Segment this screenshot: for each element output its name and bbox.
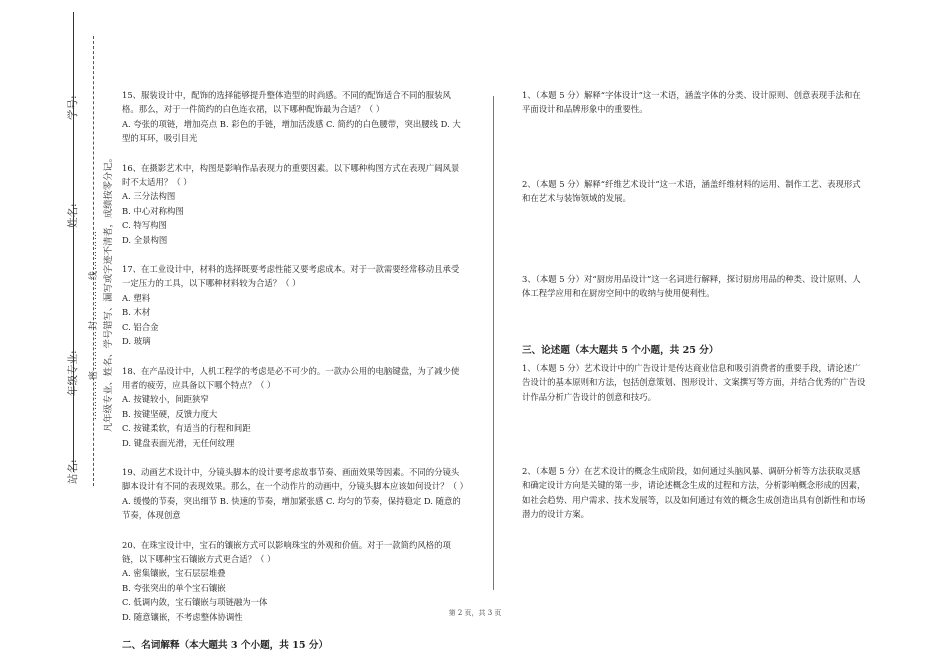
option-b: B. 按键坚硬，反馈力度大 [122,408,218,419]
option-a: A. 三分法构图 [122,191,176,202]
page-footer: 第 2 页，共 3 页 [448,609,502,617]
option-d: D. 玻璃 [122,336,151,347]
question-stem: 17、在工业设计中，材料的选择既要考虑性能又要考虑成本。对于一款需要经常移动且承受一定压力的工具，以下哪种材料较为合适？（ ） [122,264,460,289]
left-column [122,88,469,653]
student-id-label: 学号: [67,95,79,120]
binding-strip [0,0,114,672]
option-a: A. 塑料 [122,292,151,303]
option-c: C. 低调内敛，宝石镶嵌与项链融为一体 [122,597,268,608]
binding-warning: 凡年级专业、姓名、学号错写、漏写或字迹不清者，成绩按零分记。 [103,153,114,432]
option-d: D. 随意镶嵌，不考虑整体协调性 [122,611,243,622]
essay-question-2: 2、（本题 5 分）在艺术设计的概念生成阶段，如何通过头脑风暴、调研分析等方法获取灵感和确定设计方向是关键的第一步，请论述概念生成的过程和方法，分析影响概念形成的因素，如社会趋势、用户需求、技术发展等，以及如何通过有效的概念生成创造出具有创新性和市场潜力的设计方案。 [522,466,866,520]
option-c: C. 铝合金 [122,321,159,332]
question-options: A. 夸张的项链，增加亮点 B. 彩色的手链，增加活泼感 C. 简约的白色腰带，突出腰线 D. 大型的耳环，吸引目光 [122,118,461,144]
option-b: B. 木材 [122,307,151,318]
question-16 [122,161,465,247]
question-stem: 18、在产品设计中，人机工程学的考虑是必不可少的。一款办公用的电脑键盘，为了减少使用者的疲劳，应具备以下哪个特点？（ ） [122,365,460,390]
column-divider [493,96,494,590]
question-15 [122,88,465,146]
term-question-3: 3、（本题 5 分）对“厨房用品设计”这一名词进行解释，探讨厨房用品的种类、设计原则、人体工程学应用和在厨房空间中的收纳与使用便利性。 [522,273,861,299]
essay-question-1: 1、（本题 5 分）艺术设计中的广告设计是传达商业信息和吸引消费者的重要手段，请论述广告设计的基本原则和方法，包括创意策划、图形设计、文案撰写等方面，并结合优秀的广告设计作品分析广告设计的创意和技巧。 [522,362,866,402]
right-column [522,88,867,522]
option-c: C. 按键柔软，有适当的行程和间距 [122,423,251,434]
question-stem: 19、动画艺术设计中，分镜头脚本的设计要考虑故事节奏、画面效果等因素。不同的分镜头脚本设计有不同的表现效果。那么，在一个动作片的动画中，分镜头脚本应该如何设计？（ ） [122,466,469,492]
term-question-2: 2、（本题 5 分）解释“纤维艺术设计”这一术语，涵盖纤维材料的运用、制作工艺、表现形式和在艺术与装饰领域的发展。 [522,178,861,204]
question-stem: 16、在摄影艺术中，构图是影响作品表现力的重要因素。以下哪种构图方式在表现广阔风景时不太适用？（ ） [122,162,460,188]
option-d: D. 键盘表面光滑，无任何纹理 [122,437,235,448]
question-options: A. 缓慢的节奏，突出细节 B. 快速的节奏，增加紧张感 C. 均匀的节奏，保持稳定 D. 随意的节奏，体现创意 [122,495,461,521]
question-19 [122,465,469,523]
option-b: B. 中心对称构图 [122,205,184,216]
section-3-title: 三、论述题（本大题共 5 个小题，共 25 分） [522,345,719,357]
school-label: 站名: [67,459,79,484]
question-stem: 15、服装设计中，配饰的选择能够提升整体造型的时尚感。不同的配饰适合不同的服装风格。那么，对于一件简约的白色连衣裙，以下哪种配饰最为合适？（ ） [122,90,451,115]
option-b: B. 夸张突出的单个宝石镶嵌 [122,582,226,593]
question-stem: 20、在珠宝设计中，宝石的镶嵌方式可以影响珠宝的外观和价值。对于一款简约风格的项链，以下哪种宝石镶嵌方式更合适？（ ） [122,539,451,564]
seal-line-notice: …………密…………封…………线………… [89,229,99,420]
option-a: A. 按键较小，间距狭窄 [122,394,209,405]
question-17 [122,262,465,348]
option-d: D. 全景构图 [122,234,168,245]
question-18 [122,364,465,450]
binding-solid-line [73,12,74,472]
option-c: C. 特写构图 [122,220,167,231]
section-2-title: 二、名词解释（本大题共 3 个小题，共 15 分） [122,640,329,651]
grade-major-label: 年级专业: [67,350,79,396]
term-question-1: 1、（本题 5 分）解释“字体设计”这一术语，涵盖字体的分类、设计原则、创意表现手法和在平面设计和品牌形象中的重要性。 [522,90,861,115]
name-label: 姓名: [67,203,79,228]
option-a: A. 密集镶嵌，宝石层层堆叠 [122,568,226,579]
